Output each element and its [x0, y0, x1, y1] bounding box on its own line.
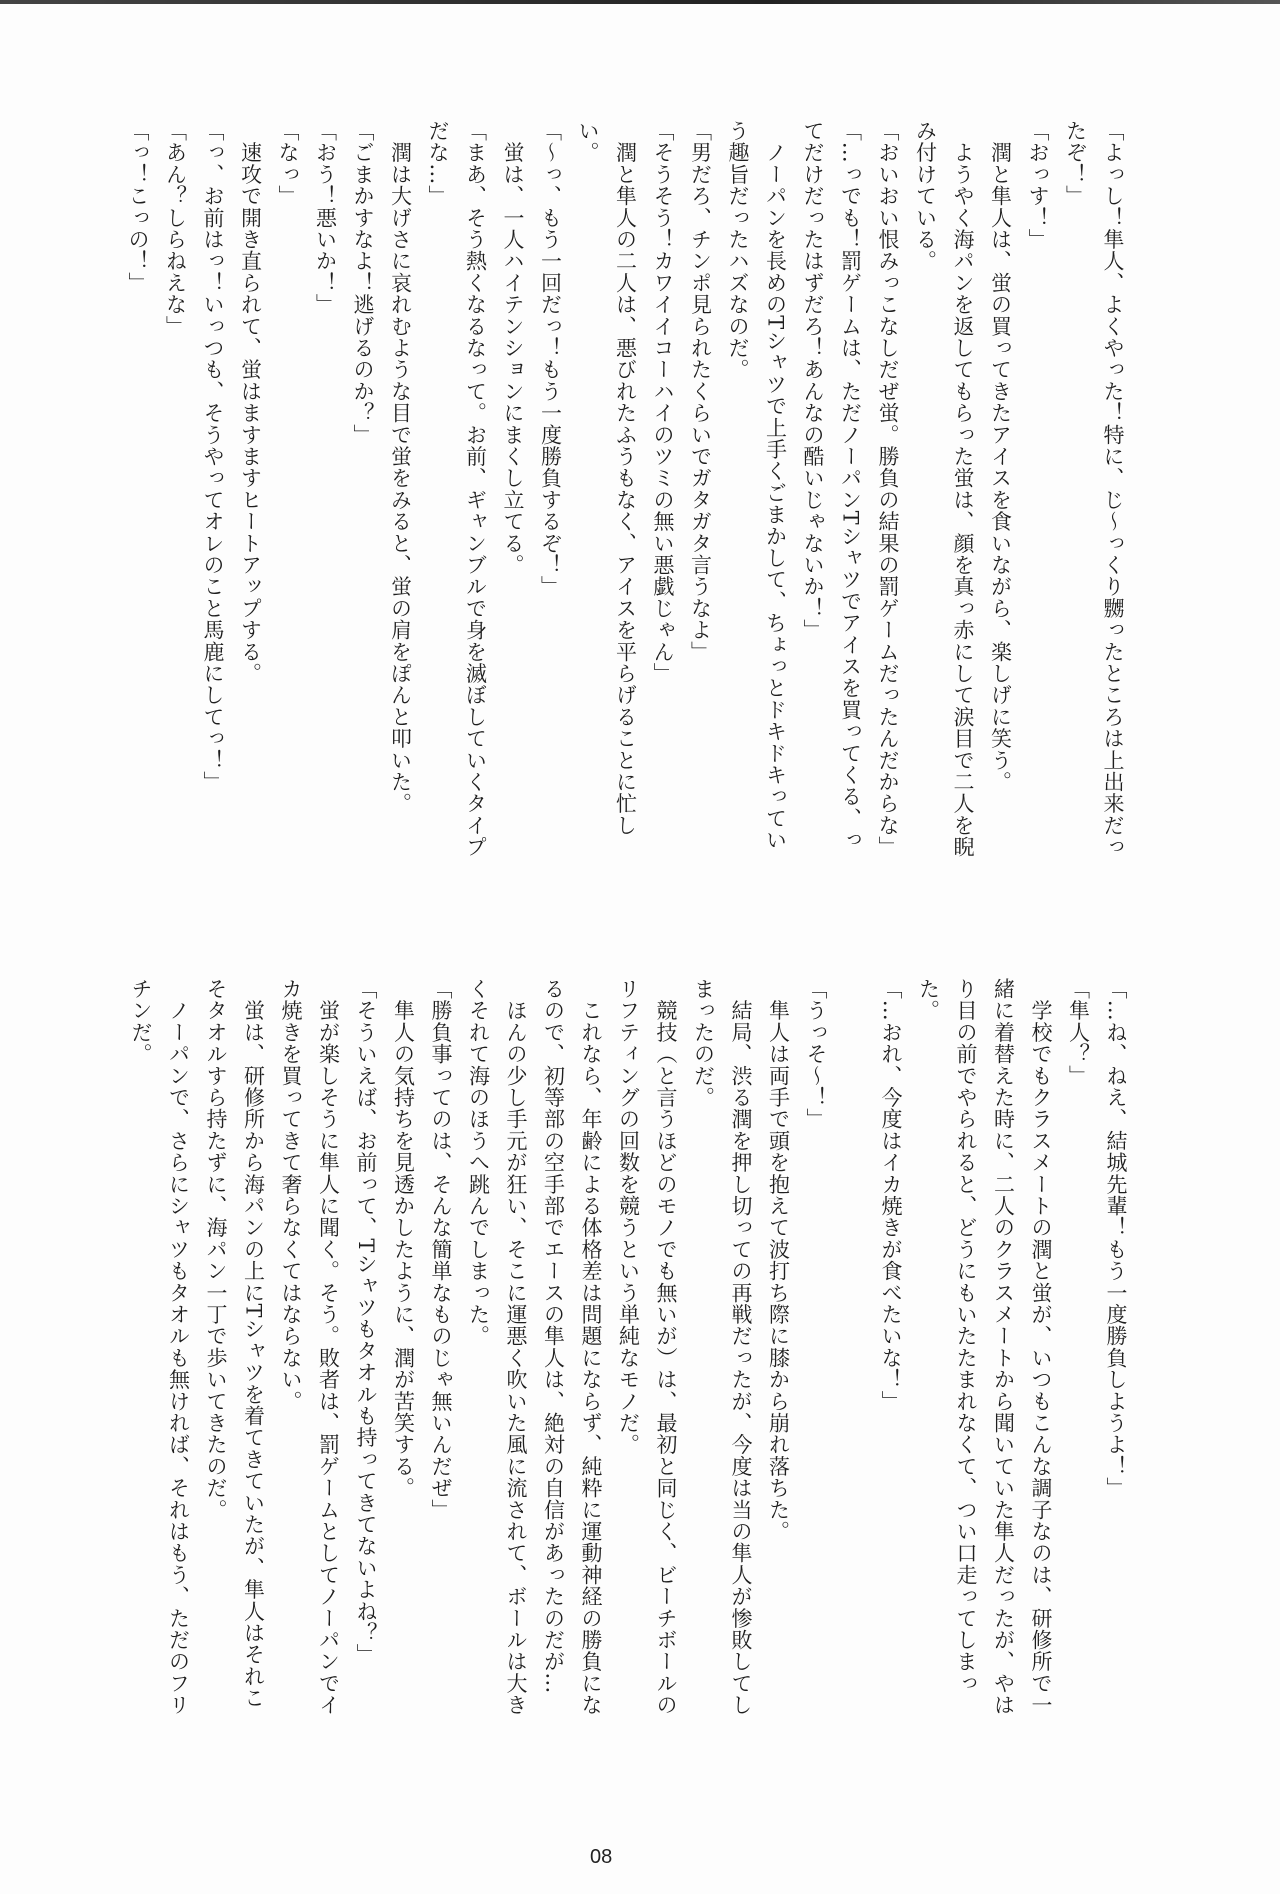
text-line: 「そうそう！カワイイコーハイのツミの無い悪戯じゃん」 [651, 120, 675, 685]
text-line: 「勝負事ってのは、そんな簡単なものじゃ無いんだぜ」 [429, 978, 453, 1521]
text-line: 「ごまかすなよ！逃げるのか？」 [351, 120, 375, 446]
text-line: そタオルすら持たずに、海パン一丁で歩いてきたのだ。 [204, 978, 228, 1521]
text-line: ノーパンで、さらにシャツもタオルも無ければ、それはもう、ただのフリ [166, 978, 191, 1716]
text-line: 速攻で開き直られて、蛍はますますヒートアップする。 [238, 120, 263, 685]
text-line: 「っ、お前はっ！いっつも、そうやってオレのこと馬鹿にしてっ！」 [201, 120, 225, 793]
text-line: まったのだ。 [691, 978, 716, 1109]
text-line: 「隼人？」 [1066, 978, 1091, 1087]
text-line: 「…っでも！罰ゲームは、ただノーパンTシャツでアイスを買ってくる、っ [838, 120, 863, 851]
text-block-bottom [122, 978, 1135, 1718]
text-line: ほんの少し手元が狂い、そこに運悪く吹いた風に流されて、ボールは大き [504, 978, 528, 1716]
text-line: リフティングの回数を競うという単純なモノだ。 [616, 978, 641, 1456]
text-line: う趣旨だったハズなのだ。 [726, 120, 750, 381]
text-line: 「おいおい恨みっこなしだぜ蛍。勝負の結果の罰ゲームだったんだからな」 [876, 120, 900, 858]
text-line: 競技（と言うほどのモノでも無いが）は、最初と同じく、ビーチボールの [654, 978, 678, 1716]
text-line: 「…ね、ねえ、結城先輩！もう一度勝負しようよ！」 [1104, 978, 1128, 1499]
text-line: てだけだったはずだろ！あんなの酷いじゃないか！」 [801, 120, 825, 641]
text-line: り目の前でやられると、どうにもいたたまれなくて、つい口走ってしまっ [954, 978, 978, 1695]
text-line: 「あん？しらねえな」 [163, 120, 188, 337]
text-line: 「っ！こっの！」 [126, 120, 150, 294]
text-line: 「うっそ〜！」 [804, 978, 828, 1130]
text-line: 蛍は、研修所から海パンの上にTシャツを着てきていたが、隼人はそれこ [241, 978, 266, 1709]
text-line: ノーパンを長めのTシャツで上手くごまかして、ちょっとドキドキってい [763, 120, 788, 851]
text-line: 「そういえば、お前って、Tシャツもタオルも持ってきてないよね？」 [354, 978, 378, 1666]
text-line: 蛍が楽しそうに隼人に聞く。そう。敗者は、罰ゲームとしてノーパンでイ [316, 978, 341, 1716]
text-line: だな…」 [426, 120, 450, 207]
text-line: 「おう！悪いか！」 [313, 120, 338, 316]
text-line: 「よっし！隼人、よくやった！特に、じ〜っくり嬲ったところは上出来だっ [1101, 120, 1125, 858]
text-line: 緒に着替えた時に、二人のクラスメートから聞いていた隼人だったが、やは [991, 978, 1016, 1716]
text-line: 「おっす！」 [1026, 120, 1050, 251]
text-line: 「…おれ、今度はイカ焼きが食べたいな！」 [879, 978, 903, 1412]
text-line: 潤は大げさに哀れむような目で蛍をみると、蛍の肩をぽんと叩いた。 [388, 120, 413, 815]
text-line: 学校でもクラスメートの潤と蛍が、いつもこんな調子なのは、研修所で一 [1029, 978, 1053, 1716]
text-line: 結局、渋る潤を押し切っての再戦だったが、今度は当の隼人が惨敗してし [729, 978, 753, 1716]
text-line: カ焼きを買ってきて奢らなくてはならない。 [279, 978, 303, 1412]
text-line: これなら、年齢による体格差は問題にならず、純粋に運動神経の勝負にな [579, 978, 603, 1716]
text-line: チンだ。 [129, 978, 153, 1065]
text-line: い。 [576, 120, 600, 164]
text-line: るので、初等部の空手部でエースの隼人は、絶対の自信があったのだが… [541, 978, 566, 1695]
text-line: た。 [916, 978, 941, 1022]
text-line: くそれて海のほうへ跳んでしまった。 [466, 978, 491, 1347]
text-line: 「まあ、そう熱くなるなって。お前、ギャンブルで身を滅ぼしていくタイプ [463, 120, 488, 858]
text-line: 隼人の気持ちを見透かしたように、潤が苦笑する。 [391, 978, 416, 1499]
text-block-top [119, 120, 1132, 860]
text-line: 「〜っ、もう一回だっ！もう一度勝負するぞ！」 [538, 120, 563, 598]
text-line: 隼人は両手で頭を抱えて波打ち際に膝から崩れ落ちた。 [766, 978, 791, 1543]
text-line [834, 978, 872, 1718]
text-line: み付けている。 [913, 120, 938, 272]
scan-edge [0, 0, 1280, 4]
text-line: 蛍は、一人ハイテンションにまくし立てる。 [501, 120, 525, 576]
text-line: 潤と隼人の二人は、悪びれたふうもなく、アイスを平らげることに忙し [613, 120, 638, 837]
text-line: 「なっ」 [276, 120, 300, 207]
text-line: 「男だろ、チンポ見られたくらいでガタガタ言うなよ」 [688, 120, 713, 663]
text-line: 潤と隼人は、蛍の買ってきたアイスを食いながら、楽しげに笑う。 [988, 120, 1013, 793]
text-line: たぞ！」 [1063, 120, 1088, 207]
text-line: ようやく海パンを返してもらった蛍は、顔を真っ赤にして涙目で二人を睨 [951, 120, 975, 858]
page-number: 08 [590, 1846, 613, 1868]
